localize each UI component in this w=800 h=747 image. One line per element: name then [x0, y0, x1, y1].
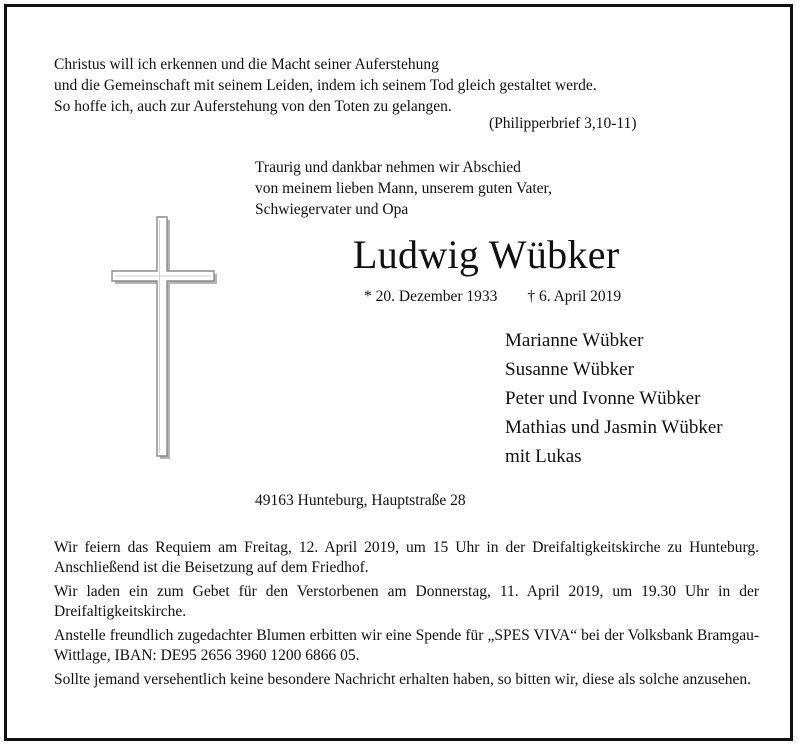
mourner-item: Marianne Wübker — [505, 330, 644, 351]
verse-line-1: Christus will ich erkennen und die Macht seiner Auferstehung — [54, 56, 439, 73]
bible-verse — [54, 54, 597, 117]
prayer-notice: Wir laden ein zum Gebet für den Verstorbenen am Donnerstag, 11. April 2019, um 19.30 Uhr in der Dreifaltigkeitskirche. — [54, 583, 759, 620]
notification-notice: Sollte jemand versehentlich keine besondere Nachricht erhalten haben, so bitten wir, diese als solche anzusehen. — [54, 671, 752, 688]
death-date: † 6. April 2019 — [527, 288, 622, 305]
service-notices — [54, 538, 759, 694]
mourners-list — [505, 326, 723, 471]
mourner-item: Mathias und Jasmin Wübker — [505, 417, 723, 438]
requiem-notice: Wir feiern das Requiem am Freitag, 12. April 2019, um 15 Uhr in der Dreifaltigkeitskirche zu Hunteburg. Anschließend ist die Beisetzung auf dem Friedhof. — [54, 539, 759, 576]
life-dates — [364, 288, 621, 306]
verse-reference: (Philipperbrief 3,10-11) — [489, 115, 637, 132]
deceased-name: Ludwig Wübker — [353, 232, 620, 277]
obituary-frame — [4, 4, 793, 741]
intro-line-2: von meinem lieben Mann, unserem guten Vater, — [255, 180, 552, 197]
family-address: 49163 Hunteburg, Hauptstraße 28 — [255, 492, 466, 509]
mourner-item: Peter und Ivonne Wübker — [505, 388, 701, 409]
intro-line-1: Traurig und dankbar nehmen wir Abschied — [255, 159, 521, 176]
verse-line-3: So hoffe ich, auch zur Auferstehung von den Toten zu gelangen. — [54, 98, 452, 115]
verse-line-2: und die Gemeinschaft mit seinem Leiden, indem ich seinem Tod gleich gestaltet werde. — [54, 77, 597, 94]
mourner-item: Susanne Wübker — [505, 359, 634, 380]
mourner-item: mit Lukas — [505, 446, 582, 467]
donation-notice: Anstelle freundlich zugedachter Blumen erbitten wir eine Spende für „SPES VIVA“ bei der Volksbank Bramgau-Wittlage, IBAN: DE95 2656 3960 1200 6866 05. — [54, 627, 759, 664]
intro-text — [255, 157, 552, 220]
intro-line-3: Schwiegervater und Opa — [255, 201, 409, 218]
cross-icon — [111, 216, 219, 461]
birth-date: * 20. Dezember 1933 — [364, 288, 498, 305]
